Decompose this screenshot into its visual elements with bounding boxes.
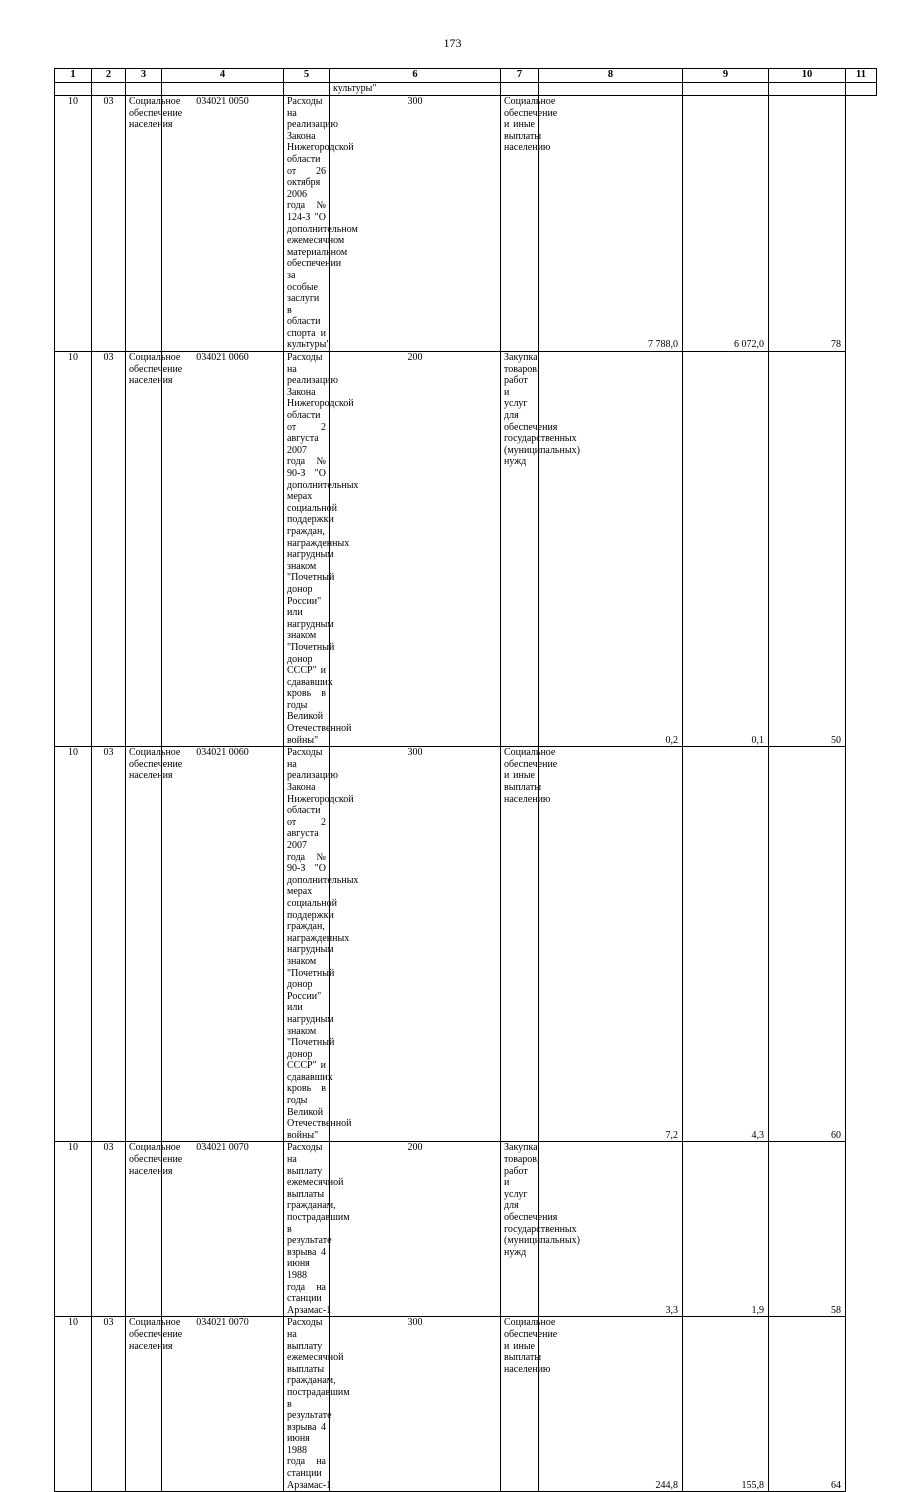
target-code: 034021 0070 — [162, 1317, 284, 1492]
section-code: 10 — [55, 747, 92, 1142]
expense-description: Расходы на реализацию Закона Нижегородской области от 2 августа 2007 года № 90-З "О дополнительных мерах социальной поддержки граждан, награжденных нагрудным знаком "Почетный донор России" или нагрудным знаком "Почетный донор СССР" и сдававших кровь в годы Великой Отечественной войны" — [284, 352, 330, 747]
amount-col9: 244,8 — [539, 1317, 683, 1492]
expense-description: Расходы на реализацию Закона Нижегородской области от 26 октября 2006 года № 124-З "О дополнительном ежемесячном материальном обеспечении за особые заслуги в области спорта и культуры" — [284, 96, 330, 352]
amount-col10: 155,8 — [683, 1317, 769, 1492]
col-header: 6 — [330, 69, 501, 83]
section-name: Социальное обеспечение населения — [126, 1142, 162, 1317]
expense-type-name: Закупка товаров, работ и услуг для обеспечения государственных (муниципальных) нужд — [501, 1142, 539, 1317]
percent-col11: 78 — [769, 96, 846, 352]
expense-description: Расходы на реализацию Закона Нижегородской области от 2 августа 2007 года № 90-З "О дополнительных мерах социальной поддержки граждан, награжденных нагрудным знаком "Почетный донор России" или нагрудным знаком "Почетный донор СССР" и сдававших кровь в годы Великой Отечественной войны" — [284, 747, 330, 1142]
table-row — [55, 1142, 877, 1317]
section-code: 10 — [55, 352, 92, 747]
col-header: 9 — [683, 69, 769, 83]
amount-col10: 1,9 — [683, 1142, 769, 1317]
expense-type-code: 300 — [330, 1317, 501, 1492]
col-header: 11 — [846, 69, 877, 83]
percent-col11: 60 — [769, 747, 846, 1142]
table-row — [55, 1317, 877, 1492]
amount-col10: 6 072,0 — [683, 96, 769, 352]
table-row — [55, 747, 877, 1142]
header-row — [55, 69, 877, 83]
col-header: 2 — [92, 69, 126, 83]
section-name: Социальное обеспечение населения — [126, 96, 162, 352]
target-code: 034021 0070 — [162, 1142, 284, 1317]
target-code: 034021 0050 — [162, 96, 284, 352]
budget-table — [54, 68, 877, 1492]
percent-col11: 58 — [769, 1142, 846, 1317]
subsection-code: 03 — [92, 96, 126, 352]
subsection-code: 03 — [92, 352, 126, 747]
section-code: 10 — [55, 1142, 92, 1317]
col-header: 5 — [284, 69, 330, 83]
section-code: 10 — [55, 96, 92, 352]
amount-col10: 4,3 — [683, 747, 769, 1142]
col-header: 1 — [55, 69, 92, 83]
table-row — [55, 96, 877, 352]
expense-type-name: Социальное обеспечение и иные выплаты населению — [501, 747, 539, 1142]
page-number: 173 — [443, 36, 462, 50]
section-name: Социальное обеспечение населения — [126, 352, 162, 747]
col-header: 4 — [162, 69, 284, 83]
expense-type-code: 300 — [330, 96, 501, 352]
expense-type-code: 300 — [330, 747, 501, 1142]
expense-type-code: 200 — [330, 352, 501, 747]
percent-col11: 64 — [769, 1317, 846, 1492]
section-name: Социальное обеспечение населения — [126, 747, 162, 1142]
section-code: 10 — [55, 1317, 92, 1492]
expense-type-name: Социальное обеспечение и иные выплаты населению — [501, 96, 539, 352]
table-row — [55, 352, 877, 747]
expense-description: Расходы на выплату ежемесячной выплаты гражданам, пострадавшим в результате взрыва 4 июня 1988 года на станции Арзамас-1 — [284, 1317, 330, 1492]
expense-type-name: Социальное обеспечение и иные выплаты населению — [501, 1317, 539, 1492]
subsection-code: 03 — [92, 1317, 126, 1492]
expense-type-name: Закупка товаров, работ и услуг для обеспечения государственных (муниципальных) нужд — [501, 352, 539, 747]
amount-col10: 0,1 — [683, 352, 769, 747]
col-header: 3 — [126, 69, 162, 83]
col-header: 10 — [769, 69, 846, 83]
target-code: 034021 0060 — [162, 352, 284, 747]
amount-col9: 7,2 — [539, 747, 683, 1142]
subsection-code: 03 — [92, 1142, 126, 1317]
amount-col9: 3,3 — [539, 1142, 683, 1317]
subsection-code: 03 — [92, 747, 126, 1142]
expense-type-code: 200 — [330, 1142, 501, 1317]
target-code: 034021 0060 — [162, 747, 284, 1142]
col-header: 7 — [501, 69, 539, 83]
continuation-text: культуры" — [330, 83, 501, 96]
expense-description: Расходы на выплату ежемесячной выплаты гражданам, пострадавшим в результате взрыва 4 июня 1988 года на станции Арзамас-1 — [284, 1142, 330, 1317]
amount-col9: 7 788,0 — [539, 96, 683, 352]
percent-col11: 50 — [769, 352, 846, 747]
amount-col9: 0,2 — [539, 352, 683, 747]
col-header: 8 — [539, 69, 683, 83]
section-name: Социальное обеспечение населения — [126, 1317, 162, 1492]
continuation-row — [55, 83, 877, 96]
